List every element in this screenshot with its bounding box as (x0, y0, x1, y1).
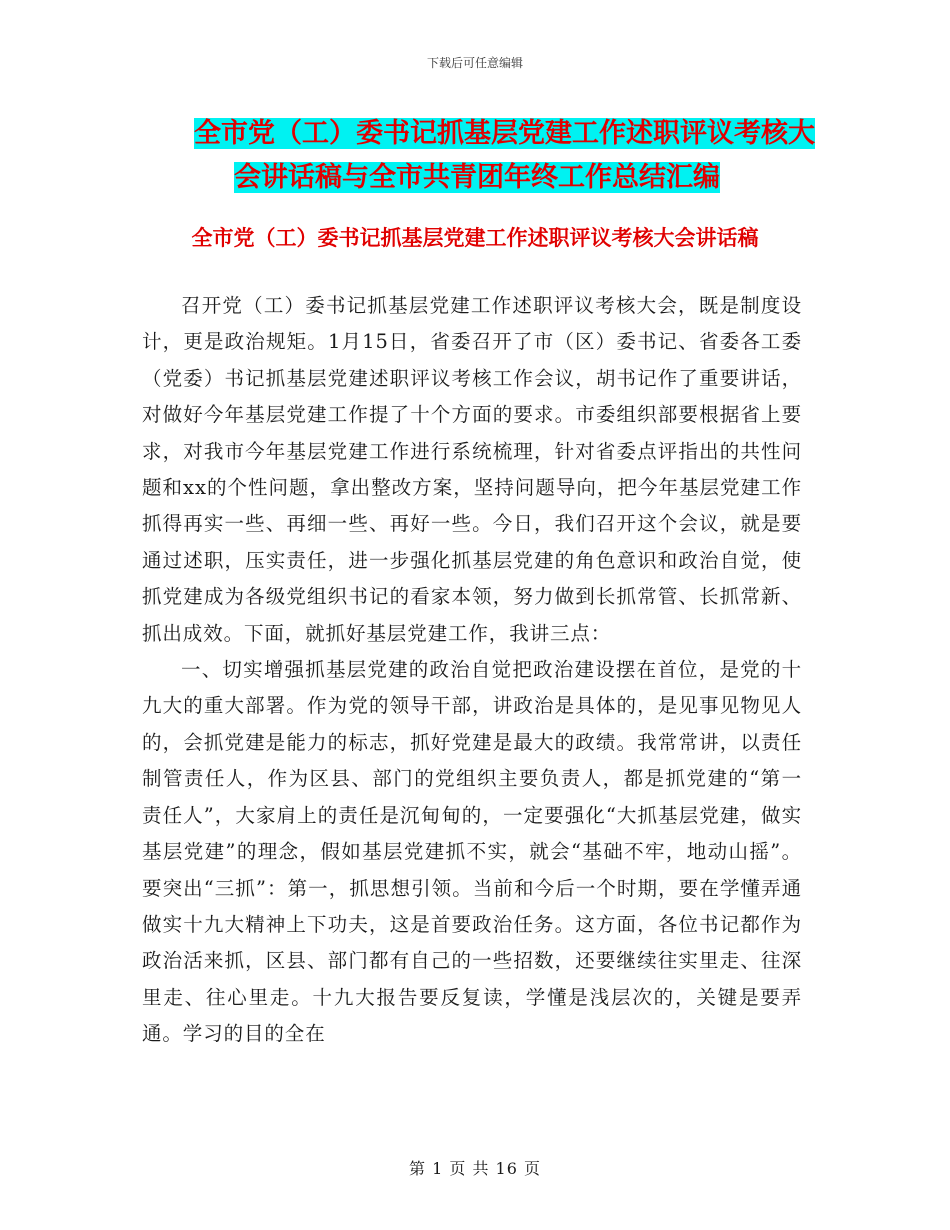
document-title (180, 112, 820, 200)
page-footer: 第 1 页 共 16 页 (409, 1159, 541, 1178)
body-text (142, 288, 802, 1053)
paragraph-1: 召开党（工）委书记抓基层党建工作述职评议考核大会，既是制度设计，更是政治规矩。1月15日，省委召开了市（区）委书记、省委各工委（党委）书记抓基层党建述职评议考核工作会议，胡书记作了重要讲话，对做好今年基层党建工作提了十个方面的要求。市委组织部要根据省上要求，对我市今年基层党建工作进行系统梳理，针对省委点评指出的共性问题和xx的个性问题，拿出整改方案，坚持问题导向，把今年基层党建工作抓得再实一些、再细一些、再好一些。今日，我们召开这个会议，就是要通过述职，压实责任，进一步强化抓基层党建的角色意识和政治自觉，使抓党建成为各级党组织书记的看家本领，努力做到长抓常管、长抓常新、抓出成效。下面，就抓好基层党建工作，我讲三点： (142, 294, 802, 645)
paragraph-2: 一、切实增强抓基层党建的政治自觉把政治建设摆在首位，是党的十九大的重大部署。作为党的领导干部，讲政治是具体的，是见事见物见人的，会抓党建是能力的标志，抓好党建是最大的政绩。我常常讲，以责任制管责任人，作为区县、部门的党组织主要负责人，都是抓党建的“第一责任人”，大家肩上的责任是沉甸甸的，一定要强化“大抓基层党建，做实基层党建”的理念，假如基层党建抓不实，就会“基础不牢，地动山摇”。要突出“三抓”：第一，抓思想引领。当前和今后一个时期，要在学懂弄通做实十九大精神上下功夫，这是首要政治任务。这方面，各位书记都作为政治活来抓，区县、部门都有自己的一些招数，还要继续往实里走、往深里走、往心里走。十九大报告要反复读，学懂是浅层次的，关键是要弄通。学习的目的全在 (142, 658, 802, 1046)
document-title-line-1 (180, 112, 820, 156)
header-note: 下载后可任意编辑 (426, 56, 523, 70)
document-title-line-2 (180, 156, 820, 200)
title-highlight-2: 会讲话稿与全市共青团年终工作总结汇编 (234, 162, 720, 193)
title-highlight-1: 全市党（工）委书记抓基层党建工作述职评议考核大 (194, 118, 815, 149)
section-title: 全市党（工）委书记抓基层党建工作述职评议考核大会讲话稿 (191, 226, 759, 250)
